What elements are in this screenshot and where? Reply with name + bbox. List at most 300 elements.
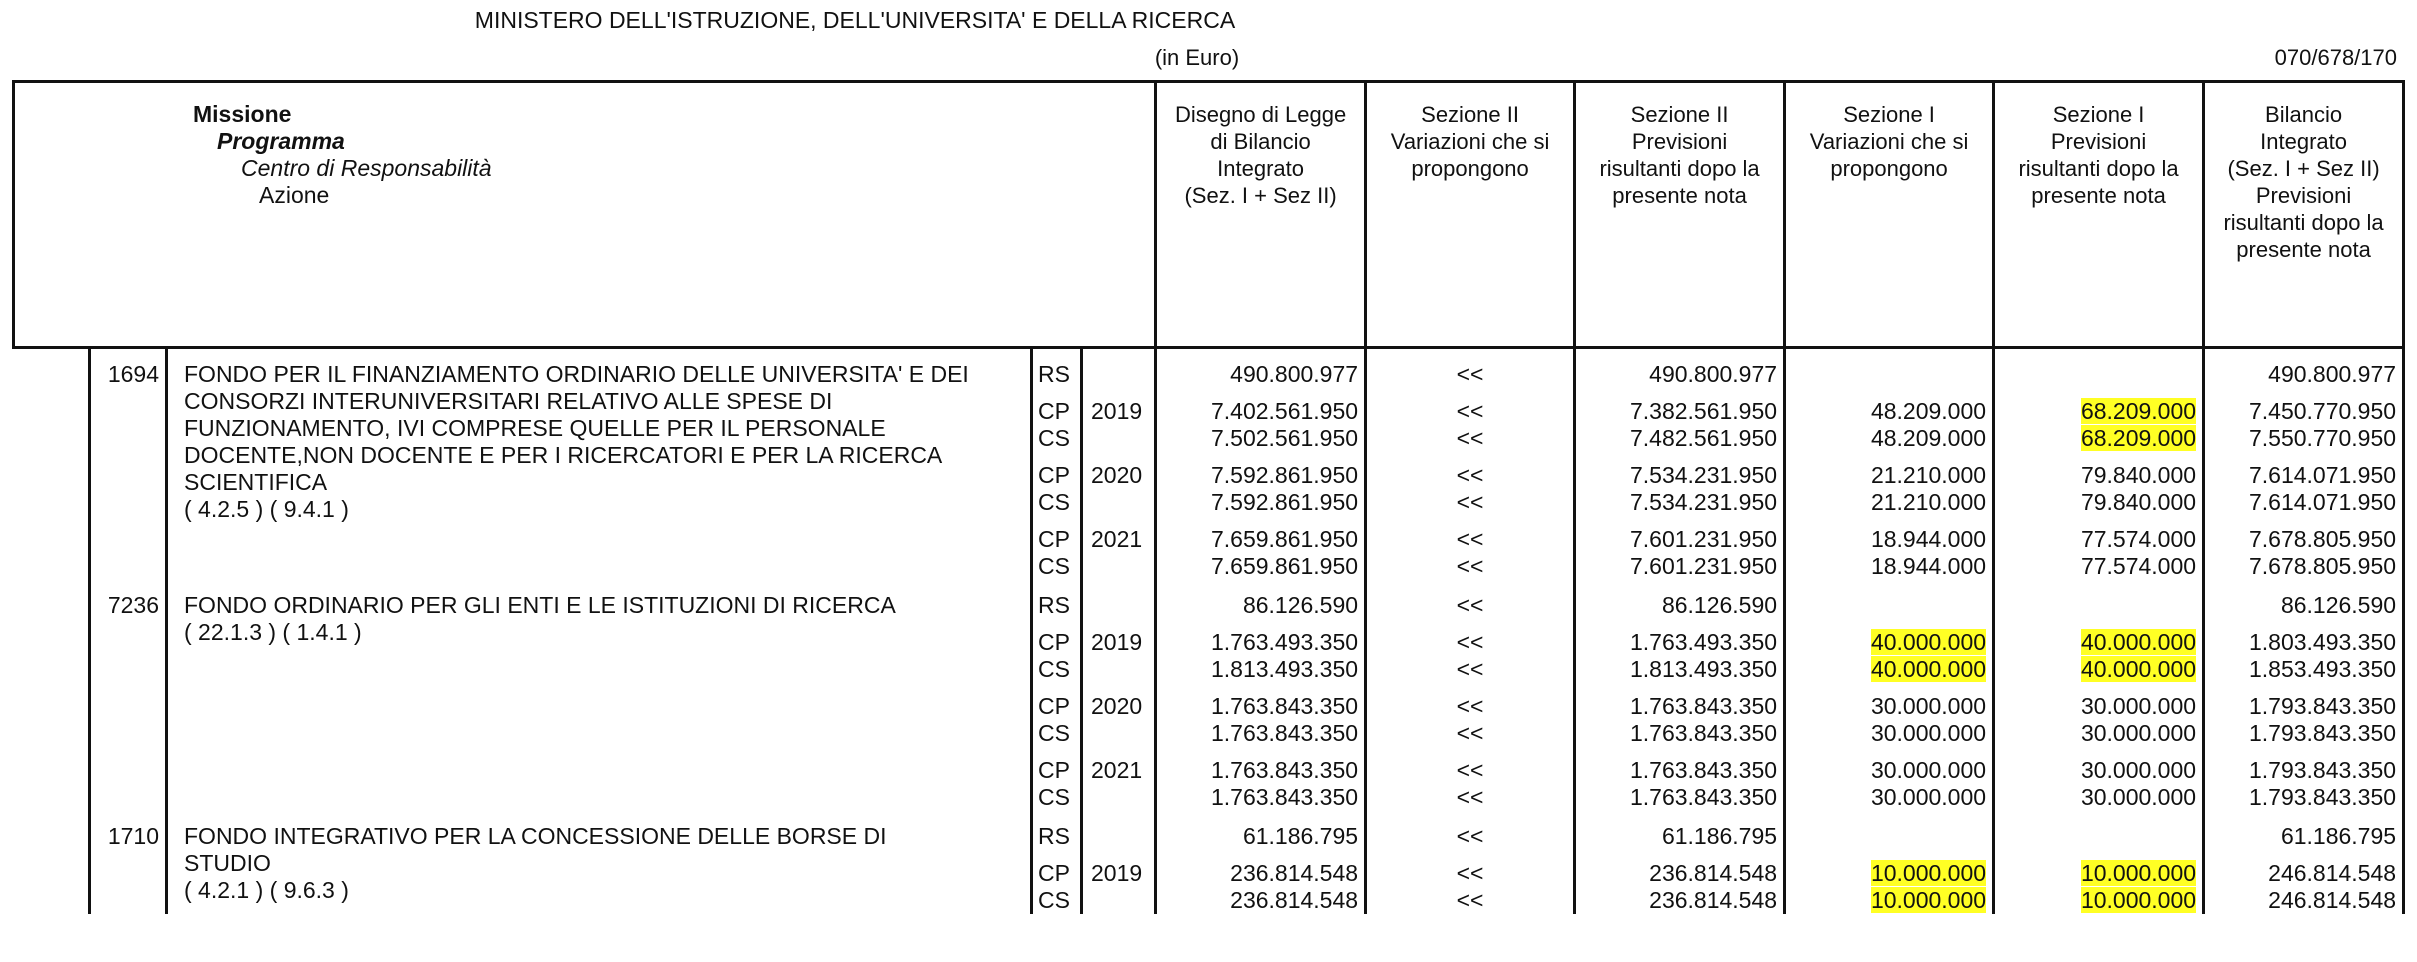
amount-value: <<	[1456, 757, 1484, 783]
programma-label: Programma	[217, 128, 345, 154]
currency-unit: (in Euro)	[1154, 45, 1240, 70]
fiscal-year: 2021	[1082, 757, 1156, 784]
spacer-cell	[1575, 811, 1785, 823]
col-header-sez1-variazioni	[1785, 82, 1994, 348]
amount-c4	[1785, 629, 1994, 656]
amount-type: CP	[1032, 629, 1082, 656]
amount-c2	[1366, 361, 1575, 388]
amount-c3	[1575, 693, 1785, 720]
amount-type: CS	[1032, 656, 1082, 683]
amount-value: 246.814.548	[2268, 887, 2397, 913]
amount-value: 79.840.000	[2080, 489, 2197, 515]
amount-c4	[1785, 784, 1994, 811]
spacer-cell	[1785, 388, 1994, 398]
amount-value: <<	[1456, 693, 1484, 719]
amount-c6	[2204, 860, 2404, 887]
amount-c6	[2204, 462, 2404, 489]
amount-c5	[1994, 784, 2204, 811]
amount-c2	[1366, 425, 1575, 452]
amount-c2	[1366, 526, 1575, 553]
amount-value: 1.763.493.350	[1629, 629, 1778, 655]
capitolo-code	[90, 693, 167, 720]
amount-type: CP	[1032, 398, 1082, 425]
amount-value: <<	[1456, 823, 1484, 849]
amount-c2	[1366, 757, 1575, 784]
spacer-cell	[90, 747, 167, 757]
spacer-cell	[1366, 348, 1575, 362]
spacer-cell	[1994, 516, 2204, 526]
indent-cell	[14, 860, 90, 887]
col-header-line: Previsioni	[2255, 183, 2352, 208]
amount-c6	[2204, 398, 2404, 425]
spacer-cell	[2204, 348, 2404, 362]
spacer-cell	[1994, 348, 2204, 362]
amount-c3	[1575, 592, 1785, 619]
amount-c5	[1994, 526, 2204, 553]
spacer-cell	[1575, 452, 1785, 462]
spacer-cell	[14, 850, 90, 860]
mission-label: Missione	[193, 101, 292, 127]
fiscal-year	[1082, 720, 1156, 747]
amount-value: 68.209.000	[2080, 398, 2197, 424]
amount-c4	[1785, 887, 1994, 914]
amount-value: 490.800.977	[1649, 361, 1778, 387]
spacer-cell	[14, 683, 90, 693]
spacer-cell	[1082, 811, 1156, 823]
amount-value: 68.209.000	[2080, 425, 2197, 451]
amount-value: 21.210.000	[1870, 462, 1987, 488]
indent-cell	[14, 629, 90, 656]
amount-type: CP	[1032, 526, 1082, 553]
spacer-cell	[1994, 747, 2204, 757]
amount-c6	[2204, 489, 2404, 516]
amount-c2	[1366, 553, 1575, 580]
amount-type: CP	[1032, 757, 1082, 784]
amount-c3	[1575, 425, 1785, 452]
amount-value: 79.840.000	[2080, 462, 2197, 488]
amount-c5	[1994, 361, 2204, 388]
amount-c1	[1156, 462, 1366, 489]
spacer-cell	[1785, 683, 1994, 693]
col-header-sez1-previsioni	[1994, 82, 2204, 348]
spacer-cell	[2204, 683, 2404, 693]
amount-c3	[1575, 860, 1785, 887]
spacer-cell	[1032, 811, 1082, 823]
amount-value: <<	[1456, 425, 1484, 451]
fiscal-year	[1082, 489, 1156, 516]
amount-value: 7.614.071.950	[2248, 462, 2397, 488]
amount-c6	[2204, 629, 2404, 656]
amount-c6	[2204, 361, 2404, 388]
col-header-line: Previsioni	[2050, 129, 2147, 154]
amount-value: 1.763.843.350	[1629, 757, 1778, 783]
fiscal-year	[1082, 887, 1156, 914]
amount-value: 18.944.000	[1870, 553, 1987, 579]
amount-type: CS	[1032, 887, 1082, 914]
budget-table	[12, 80, 2405, 914]
spacer-cell	[14, 388, 90, 398]
amount-value: 30.000.000	[1870, 784, 1987, 810]
spacer-cell	[167, 348, 1032, 362]
spacer-cell	[90, 452, 167, 462]
amount-value: 236.814.548	[1649, 887, 1778, 913]
amount-value: 7.550.770.950	[2248, 425, 2397, 451]
spacer-cell	[1575, 388, 1785, 398]
amount-c3	[1575, 398, 1785, 425]
spacer-cell	[1366, 850, 1575, 860]
fiscal-year: 2019	[1082, 629, 1156, 656]
amount-value: 1.793.843.350	[2248, 757, 2397, 783]
spacer-cell	[1785, 516, 1994, 526]
amount-c2	[1366, 823, 1575, 850]
amount-value: 236.814.548	[1230, 860, 1359, 886]
amount-c6	[2204, 720, 2404, 747]
col-header-line: propongono	[1411, 156, 1529, 181]
amount-c2	[1366, 784, 1575, 811]
amount-c6	[2204, 887, 2404, 914]
col-header-line: propongono	[1830, 156, 1948, 181]
amount-value: 77.574.000	[2080, 526, 2197, 552]
amount-value: 77.574.000	[2080, 553, 2197, 579]
spacer-cell	[1785, 850, 1994, 860]
indent-cell	[14, 693, 90, 720]
description-line: FONDO ORDINARIO PER GLI ENTI E LE ISTITUZIONI DI RICERCA	[184, 592, 896, 618]
spacer-cell	[167, 580, 1032, 592]
spacer-cell	[2204, 747, 2404, 757]
spacer-cell	[1082, 747, 1156, 757]
amount-value: 1.763.843.350	[1210, 693, 1359, 719]
amount-value: 40.000.000	[1870, 656, 1987, 682]
amount-type: CS	[1032, 425, 1082, 452]
spacer-cell	[1082, 452, 1156, 462]
amount-value: 10.000.000	[2080, 860, 2197, 886]
spacer-cell	[1994, 683, 2204, 693]
amount-c3	[1575, 489, 1785, 516]
amount-c5	[1994, 425, 2204, 452]
description-line: SCIENTIFICA	[184, 469, 328, 495]
amount-c1	[1156, 720, 1366, 747]
spacer-cell	[1785, 811, 1994, 823]
capitolo-code	[90, 656, 167, 683]
amount-value: 7.614.071.950	[2248, 489, 2397, 515]
amount-c3	[1575, 887, 1785, 914]
spacer-cell	[2204, 619, 2404, 629]
amount-value: 7.402.561.950	[1210, 398, 1359, 424]
amount-c3	[1575, 361, 1785, 388]
capitolo-code: 1710	[90, 823, 167, 850]
spacer-cell	[2204, 388, 2404, 398]
amount-value: 48.209.000	[1870, 398, 1987, 424]
col-header-line: Integrato	[1217, 156, 1304, 181]
fiscal-year	[1082, 592, 1156, 619]
capitolo-code	[90, 860, 167, 887]
spacer-cell	[1032, 850, 1082, 860]
document-reference: 070/678/170	[2274, 45, 2397, 70]
amount-value: 61.186.795	[2280, 823, 2397, 849]
amount-value: 7.502.561.950	[1210, 425, 1359, 451]
spacer-cell	[2204, 811, 2404, 823]
amount-value: 40.000.000	[2080, 629, 2197, 655]
spacer-cell	[90, 850, 167, 860]
fiscal-year	[1082, 656, 1156, 683]
col-header-line: presente nota	[1612, 183, 1747, 208]
spacer-cell	[1994, 811, 2204, 823]
spacer-cell	[1994, 619, 2204, 629]
amount-c6	[2204, 526, 2404, 553]
amount-value: <<	[1456, 784, 1484, 810]
description-line: DOCENTE,NON DOCENTE E PER I RICERCATORI E PER LA RICERCA	[184, 442, 943, 468]
amount-type: RS	[1032, 823, 1082, 850]
amount-value: 7.482.561.950	[1629, 425, 1778, 451]
classification-refs: ( 22.1.3 ) ( 1.4.1 )	[184, 619, 362, 645]
amount-value: 1.803.493.350	[2248, 629, 2397, 655]
capitolo-description	[167, 592, 1032, 811]
amount-c5	[1994, 656, 2204, 683]
amount-value: <<	[1456, 398, 1484, 424]
col-header-line: (Sez. I + Sez II)	[1184, 183, 1337, 208]
amount-c6	[2204, 425, 2404, 452]
amount-c2	[1366, 592, 1575, 619]
capitolo-code: 7236	[90, 592, 167, 619]
spacer-cell	[14, 580, 90, 592]
spacer-cell	[1032, 619, 1082, 629]
spacer-cell	[90, 619, 167, 629]
col-header-bilancio-integrato	[2204, 82, 2404, 348]
amount-value: <<	[1456, 720, 1484, 746]
spacer-cell	[167, 811, 1032, 823]
amount-c1	[1156, 784, 1366, 811]
col-header-line: Variazioni che si	[1390, 129, 1550, 154]
amount-value: 21.210.000	[1870, 489, 1987, 515]
amount-c4	[1785, 693, 1994, 720]
capitolo-code	[90, 398, 167, 425]
amount-c4	[1785, 398, 1994, 425]
amount-type: CP	[1032, 462, 1082, 489]
spacer-cell	[90, 580, 167, 592]
amount-c3	[1575, 462, 1785, 489]
amount-c6	[2204, 553, 2404, 580]
amount-c2	[1366, 629, 1575, 656]
amount-value: 1.763.843.350	[1210, 784, 1359, 810]
spacer-cell	[1366, 388, 1575, 398]
indent-cell	[14, 887, 90, 914]
amount-value: 86.126.590	[1242, 592, 1359, 618]
spacer-cell	[14, 747, 90, 757]
amount-c1	[1156, 526, 1366, 553]
spacer-cell	[1785, 452, 1994, 462]
col-header-line: di Bilancio	[1210, 129, 1311, 154]
amount-value: 30.000.000	[2080, 757, 2197, 783]
indent-cell	[14, 823, 90, 850]
amount-c1	[1156, 693, 1366, 720]
spacer-cell	[1156, 683, 1366, 693]
amount-c4	[1785, 592, 1994, 619]
spacer-cell	[14, 348, 90, 362]
amount-c4	[1785, 425, 1994, 452]
amount-c6	[2204, 693, 2404, 720]
group-spacer-row	[14, 811, 2404, 823]
capitolo-code	[90, 757, 167, 784]
amount-value: 1.763.843.350	[1629, 784, 1778, 810]
amount-value: 1.793.843.350	[2248, 784, 2397, 810]
amount-value: 236.814.548	[1230, 887, 1359, 913]
capitolo-code	[90, 784, 167, 811]
capitolo-code	[90, 526, 167, 553]
amount-c1	[1156, 629, 1366, 656]
spacer-cell	[1366, 811, 1575, 823]
spacer-cell	[1032, 516, 1082, 526]
spacer-cell	[1156, 580, 1366, 592]
spacer-cell	[1032, 388, 1082, 398]
col-header-line: (Sez. I + Sez II)	[2227, 156, 2380, 181]
amount-value: 490.800.977	[1230, 361, 1359, 387]
spacer-cell	[1575, 747, 1785, 757]
spacer-cell	[1156, 747, 1366, 757]
table-header-row	[14, 82, 2404, 348]
spacer-cell	[90, 388, 167, 398]
amount-value: <<	[1456, 629, 1484, 655]
spacer-cell	[1082, 580, 1156, 592]
classification-refs: ( 4.2.5 ) ( 9.4.1 )	[184, 496, 349, 522]
amount-value: 40.000.000	[1870, 629, 1987, 655]
amount-value: 7.592.861.950	[1210, 489, 1359, 515]
spacer-cell	[1575, 348, 1785, 362]
col-header-line: risultanti dopo la	[1599, 156, 1760, 181]
spacer-cell	[1575, 580, 1785, 592]
amount-c4	[1785, 526, 1994, 553]
col-header-line: risultanti dopo la	[2223, 210, 2384, 235]
amount-value: 30.000.000	[1870, 693, 1987, 719]
spacer-cell	[2204, 850, 2404, 860]
spacer-cell	[1156, 452, 1366, 462]
amount-c3	[1575, 526, 1785, 553]
amount-c4	[1785, 462, 1994, 489]
description-line: FONDO INTEGRATIVO PER LA CONCESSIONE DELLE BORSE DI	[184, 823, 887, 849]
amount-c2	[1366, 860, 1575, 887]
fiscal-year	[1082, 823, 1156, 850]
amount-c5	[1994, 757, 2204, 784]
col-header-sez2-variazioni	[1366, 82, 1575, 348]
spacer-cell	[1032, 348, 1082, 362]
indent-cell	[14, 361, 90, 388]
indent-cell	[14, 553, 90, 580]
spacer-cell	[1575, 619, 1785, 629]
amount-value: 7.534.231.950	[1629, 462, 1778, 488]
amount-type: CS	[1032, 784, 1082, 811]
col-header-line: Sezione II	[1630, 102, 1729, 127]
amount-value: 30.000.000	[1870, 720, 1987, 746]
amount-type: CS	[1032, 553, 1082, 580]
amount-value: <<	[1456, 361, 1484, 387]
spacer-cell	[1156, 388, 1366, 398]
spacer-cell	[1082, 516, 1156, 526]
amount-value: 48.209.000	[1870, 425, 1987, 451]
spacer-cell	[1575, 850, 1785, 860]
spacer-cell	[1082, 683, 1156, 693]
spacer-cell	[1366, 619, 1575, 629]
amount-c5	[1994, 592, 2204, 619]
spacer-cell	[1785, 619, 1994, 629]
spacer-cell	[1032, 580, 1082, 592]
amount-type: CP	[1032, 860, 1082, 887]
spacer-cell	[14, 452, 90, 462]
amount-c1	[1156, 823, 1366, 850]
amount-value: 86.126.590	[2280, 592, 2397, 618]
spacer-cell	[1366, 683, 1575, 693]
centro-responsabilita-label: Centro di Responsabilità	[241, 155, 492, 181]
group-spacer-row	[14, 348, 2404, 362]
col-header-line: Bilancio	[2265, 102, 2343, 127]
description-line: CONSORZI INTERUNIVERSITARI RELATIVO ALLE SPESE DI	[184, 388, 833, 414]
fiscal-year: 2020	[1082, 462, 1156, 489]
amount-value: 7.601.231.950	[1629, 553, 1778, 579]
amount-type: CP	[1032, 693, 1082, 720]
col-header-line: presente nota	[2031, 183, 2166, 208]
amount-value: 1.763.843.350	[1210, 757, 1359, 783]
col-header-line: Previsioni	[1631, 129, 1728, 154]
amount-c2	[1366, 489, 1575, 516]
amount-c1	[1156, 656, 1366, 683]
spacer-cell	[1082, 388, 1156, 398]
amount-c4	[1785, 553, 1994, 580]
amount-c6	[2204, 656, 2404, 683]
amount-value: 30.000.000	[2080, 784, 2197, 810]
amount-type: RS	[1032, 361, 1082, 388]
indent-cell	[14, 720, 90, 747]
indent-cell	[14, 398, 90, 425]
capitolo-description	[167, 361, 1032, 580]
spacer-cell	[14, 516, 90, 526]
amount-value: 1.793.843.350	[2248, 720, 2397, 746]
amount-c2	[1366, 693, 1575, 720]
col-header-line: Sezione II	[1421, 102, 1519, 127]
amount-value: <<	[1456, 526, 1484, 552]
spacer-cell	[1032, 452, 1082, 462]
amount-c3	[1575, 823, 1785, 850]
amount-c5	[1994, 462, 2204, 489]
amount-value: 1.763.493.350	[1210, 629, 1359, 655]
indent-cell	[14, 784, 90, 811]
spacer-cell	[1785, 747, 1994, 757]
amount-c5	[1994, 398, 2204, 425]
indent-cell	[14, 757, 90, 784]
amount-c6	[2204, 757, 2404, 784]
amount-type: CS	[1032, 720, 1082, 747]
amount-value: <<	[1456, 592, 1484, 618]
amount-c5	[1994, 629, 2204, 656]
amount-c1	[1156, 398, 1366, 425]
col-header-line: Sezione I	[1843, 102, 1935, 127]
amount-value: 86.126.590	[1661, 592, 1778, 618]
spacer-cell	[2204, 516, 2404, 526]
amount-value: 1.763.843.350	[1629, 693, 1778, 719]
capitolo-code	[90, 887, 167, 914]
spacer-cell	[1366, 516, 1575, 526]
amount-c4	[1785, 361, 1994, 388]
capitolo-code	[90, 629, 167, 656]
spacer-cell	[1994, 850, 2204, 860]
amount-value: 10.000.000	[1870, 860, 1987, 886]
table-row	[14, 823, 2404, 850]
col-header-ddl	[1156, 82, 1366, 348]
amount-value: 10.000.000	[2080, 887, 2197, 913]
amount-c6	[2204, 823, 2404, 850]
spacer-cell	[1156, 850, 1366, 860]
indent-cell	[14, 592, 90, 619]
description-line: STUDIO	[184, 850, 271, 876]
fiscal-year	[1082, 361, 1156, 388]
amount-c3	[1575, 720, 1785, 747]
